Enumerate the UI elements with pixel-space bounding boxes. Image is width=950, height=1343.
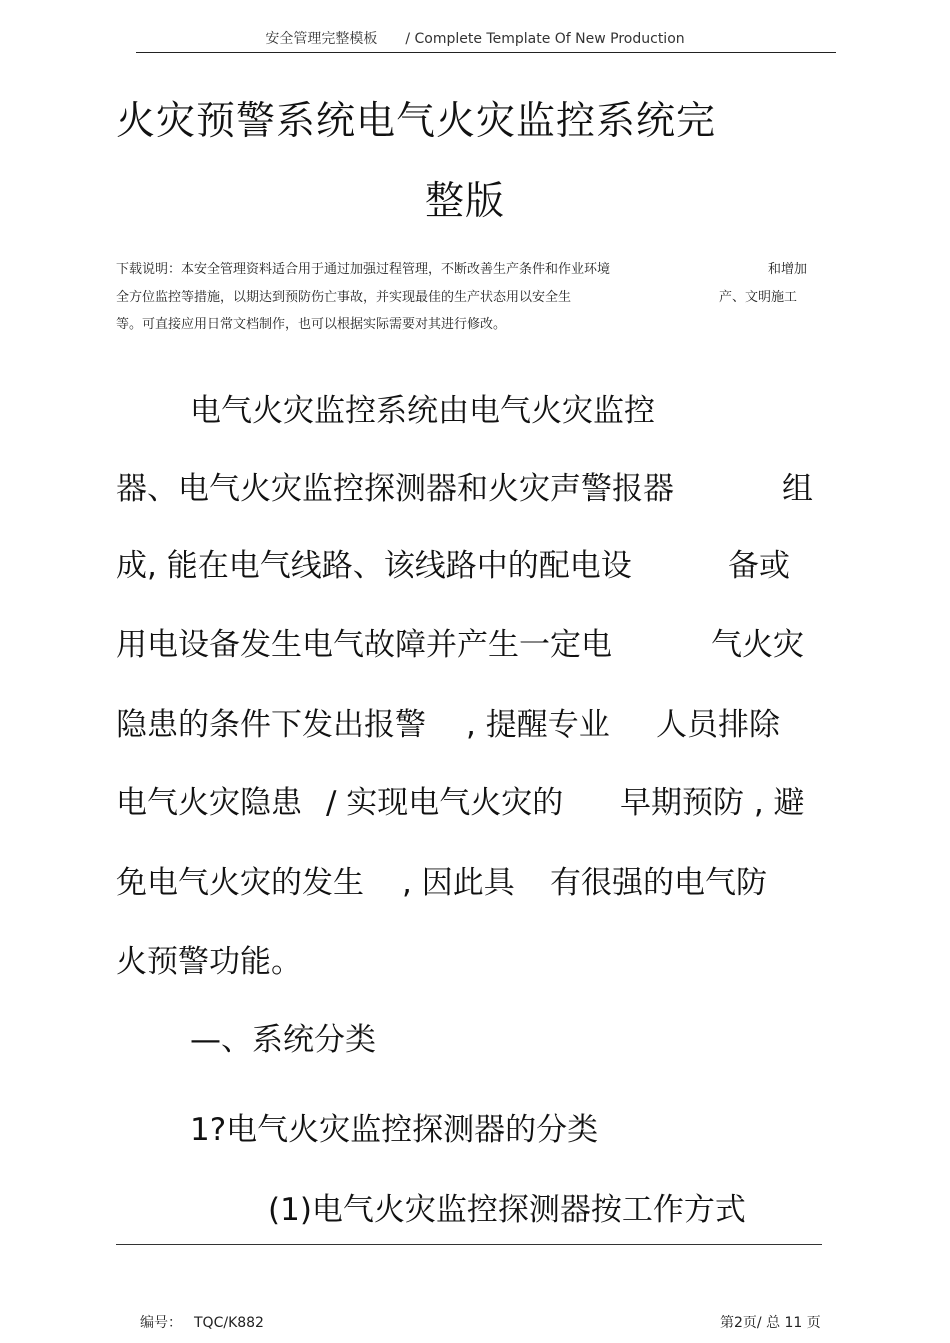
body-text: 备或 bbox=[728, 548, 790, 584]
page-number: 第2页/ 总 11 页 bbox=[720, 1315, 821, 1331]
footer-rule bbox=[116, 1244, 822, 1245]
header-left: 安全管理完整模板 bbox=[265, 31, 378, 47]
body-text: 气火灾 bbox=[711, 627, 804, 663]
body-text: 人员排除 bbox=[656, 707, 780, 743]
section-heading-2: 1?电气火灾监控探测器的分类 bbox=[190, 1112, 599, 1148]
download-note-line-1 bbox=[116, 258, 808, 277]
page-header bbox=[0, 28, 950, 48]
note-text: 下载说明：本安全管理资料适合用于通过加强过程管理，不断改善生产条件和作业环境 bbox=[116, 262, 611, 277]
doc-title-line-2: 整版 bbox=[425, 179, 506, 224]
header-right: / Complete Template Of New Production bbox=[405, 31, 685, 47]
doc-code-label: 编号： bbox=[140, 1315, 182, 1331]
section-heading-3: (1)电气火灾监控探测器按工作方式 bbox=[268, 1192, 746, 1228]
header-rule bbox=[136, 52, 836, 53]
note-text: 产、文明施工 bbox=[719, 290, 798, 305]
download-note-line-3: 等。可直接应用日常文档制作，也可以根据实际需要对其进行修改。 bbox=[116, 317, 507, 332]
body-text: 组 bbox=[782, 471, 813, 507]
note-text: 全方位监控等措施，以期达到预防伤亡事故，并实现最佳的生产状态用以安全生 bbox=[116, 290, 572, 305]
body-text: 器、电气火灾监控探测器和火灾声警报器 bbox=[116, 471, 674, 507]
body-text: 用电设备发生电气故障并产生一定电 bbox=[116, 627, 612, 663]
body-text: 早期预防 , 避 bbox=[620, 785, 805, 821]
doc-code-value: TQC/K882 bbox=[194, 1315, 264, 1331]
body-text: , 因此具 bbox=[402, 865, 515, 901]
body-text: 电气火灾隐患 bbox=[116, 785, 302, 821]
body-text: 隐患的条件下发出报警 bbox=[116, 707, 426, 743]
note-text: 和增加 bbox=[768, 262, 808, 277]
body-text: 免电气火灾的发生 bbox=[116, 865, 364, 901]
body-text: 有很强的电气防 bbox=[550, 865, 767, 901]
section-heading-1: —、系统分类 bbox=[190, 1022, 376, 1058]
body-line-8: 火预警功能。 bbox=[116, 944, 302, 980]
body-text: / 实现电气火灾的 bbox=[326, 785, 564, 821]
doc-code bbox=[140, 1312, 264, 1332]
body-line-1: 电气火灾监控系统由电气火灾监控 bbox=[190, 393, 655, 429]
body-text: 成, 能在电气线路、该线路中的配电设 bbox=[116, 548, 632, 584]
body-text: , 提醒专业 bbox=[466, 707, 610, 743]
doc-title-line-1: 火灾预警系统电气火灾监控系统完 bbox=[116, 99, 717, 144]
download-note-line-2 bbox=[116, 286, 798, 305]
